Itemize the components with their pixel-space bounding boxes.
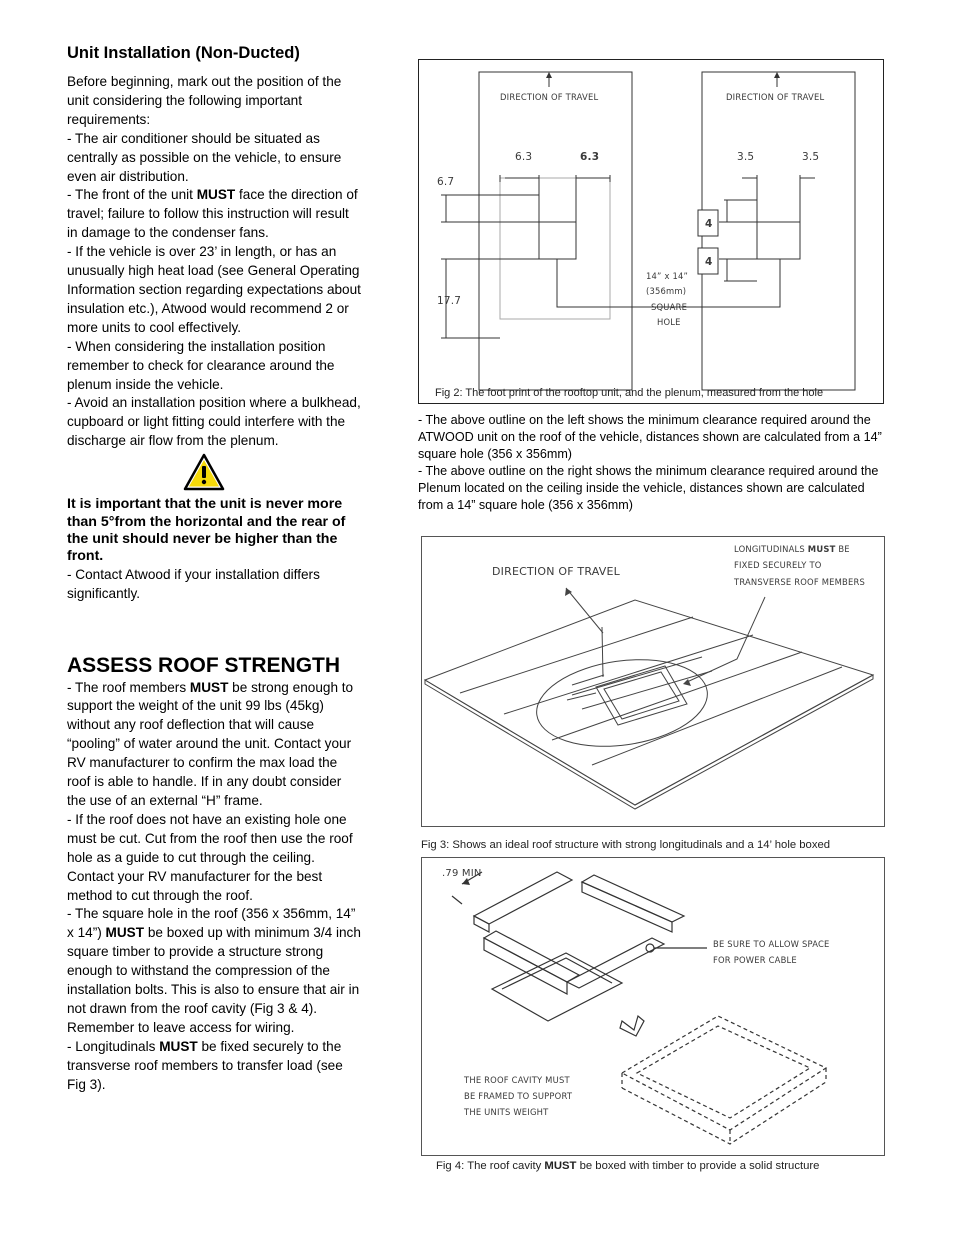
fig2-notes (418, 412, 888, 514)
fig3-caption-wrap (421, 834, 883, 854)
fig3-longitudinals-line2: FIXED SECURELY TO (734, 560, 822, 570)
requirement-direction-pre: - The front of the unit (67, 187, 197, 203)
fig2-dim-63-right: 6.3 (580, 151, 600, 163)
requirement-direction-must: MUST (196, 187, 236, 203)
figure-2-drawing (419, 60, 883, 403)
fig2-hole-line2: (356mm) (646, 286, 687, 296)
figure-4-roof-cavity (421, 857, 885, 1156)
requirement-clearance: - When considering the installation position remember to check for clearance around the plenum inside the vehicle. (67, 338, 335, 392)
contact-atwood-text: - Contact Atwood if your installation differs significantly. (67, 566, 320, 601)
requirement-length: - If the vehicle is over 23’ in length, or has an unusually high heat load (see General Operating Information section regarding expectations about insulation etc.), Atwood would recommend 2 or more units to cool effectively. (67, 244, 361, 335)
figure-3-roof-structure (421, 536, 885, 827)
fig2-note-left: - The above outline on the left shows the minimum clearance required around the ATWOOD unit on the roof of the vehicle, distances shown are calculated from a 14” square hole (356 x 356mm) (418, 413, 882, 461)
fig4-cavity-line2: BE FRAMED TO SUPPORT (464, 1091, 573, 1101)
square-hole-pre: - The square hole in the roof (356 x 356mm, 14” x 14”) (67, 906, 356, 941)
fig4-space-line1: BE SURE TO ALLOW SPACE (713, 939, 830, 949)
fig4-caption-wrap (436, 1155, 876, 1173)
fig2-direction-left: DIRECTION OF TRAVEL (500, 92, 599, 102)
fig2-hole-line1: 14” x 14” (646, 271, 689, 281)
fig4-caption (436, 1160, 819, 1172)
roof-members-must: MUST (189, 679, 229, 695)
fig4-caption-post: be boxed with timber to provide a solid structure (576, 1160, 820, 1172)
longitudinals-must: MUST (159, 1038, 198, 1054)
fig4-caption-pre: Fig 4: The roof cavity (436, 1160, 545, 1172)
fig2-caption: Fig 2: The foot print of the rooftop unit, and the plenum, measured from the hole (435, 387, 824, 399)
fig4-cavity-line3: THE UNITS WEIGHT (464, 1107, 549, 1117)
figure-3-drawing (422, 537, 884, 826)
fig2-dim-67: 6.7 (437, 176, 455, 188)
section-heading-roof-strength: ASSESS ROOF STRENGTH (67, 653, 341, 677)
fig3-direction: DIRECTION OF TRAVEL (492, 565, 620, 578)
square-hole-text (67, 905, 362, 1037)
fig3-long-must: MUST (807, 544, 836, 554)
longitudinals-post: be fixed securely to the transverse roof members to transfer load (see Fig 3). (67, 1038, 343, 1092)
fig3-longitudinals-line1 (734, 544, 850, 554)
fig2-note-right: - The above outline on the right shows the minimum clearance required around the Plenum located on the ceiling inside the vehicle, distances shown are calculated from a 14” square hole (356 x 356mm) (418, 464, 879, 512)
section-heading-installation: Unit Installation (Non-Ducted) (67, 44, 300, 62)
roof-members-text (67, 679, 362, 811)
figure-4-drawing (422, 858, 884, 1155)
square-hole-post: be boxed up with minimum 3/4 inch square timber to provide a structure strong enough to withstand the compression of the installation bolts. This is also to ensure that air in not drawn from the roof cavity (Fig 3 & 4). Remember to leave access for wiring. (67, 925, 361, 1035)
longitudinals-pre: - Longitudinals (67, 1038, 160, 1054)
fig2-dim-177: 17.7 (437, 295, 462, 307)
left-column (67, 44, 362, 1095)
fig2-dim-35-left: 3.5 (737, 151, 755, 163)
fig2-dim-4-bottom: 4 (705, 256, 713, 268)
roof-members-post: be strong enough to support the weight of the unit 99 lbs (45kg) without any roof deflection that will cause “pooling” of water around the unit. Contact your RV manufacturer to confirm the max load the roof is able to handle. If in any doubt consider the use of an external “H” frame. (67, 679, 354, 808)
square-hole-must: MUST (105, 925, 145, 941)
fig3-caption: Fig 3: Shows an ideal roof structure with strong longitudinals and a 14’ hole boxed (421, 839, 831, 851)
fig2-dim-63-left: 6.3 (515, 151, 533, 163)
requirement-central: - The air conditioner should be situated as centrally as possible on the vehicle, to ensure even air distribution. (67, 130, 342, 184)
requirement-airflow: - Avoid an installation position where a bulkhead, cupboard or light fitting could interfere with the discharge air flow from the plenum. (67, 395, 361, 449)
requirement-direction-post: face the direction of travel; failure to follow this instruction will result in damage to the condenser fans. (67, 187, 358, 241)
figure-2-footprint (418, 59, 884, 404)
intro-text: Before beginning, mark out the position of the unit considering the following important requirements: (67, 74, 342, 127)
warning-triangle-icon (183, 453, 225, 491)
fig4-space-line2: FOR POWER CABLE (713, 955, 797, 965)
fig3-longitudinals-line3: TRANSVERSE ROOF MEMBERS (734, 577, 866, 587)
fig2-direction-right: DIRECTION OF TRAVEL (726, 92, 825, 102)
fig3-long-post: BE (835, 544, 850, 554)
fig2-hole-line3: SQUARE (651, 302, 688, 312)
longitudinals-text (67, 1038, 362, 1095)
fig4-cavity-line1: THE ROOF CAVITY MUST (464, 1075, 570, 1085)
fig4-caption-must: MUST (544, 1160, 577, 1172)
fig2-dim-35-right: 3.5 (802, 151, 820, 163)
fig2-hole-line4: HOLE (657, 317, 681, 327)
fig4-min-label: .79 MIN (442, 868, 482, 879)
roof-hole-text: - If the roof does not have an existing hole one must be cut. Cut from the roof then use the roof hole as a guide to cut through the ceiling. Contact your RV manufacturer for the best method to cut through the roof. (67, 811, 353, 903)
requirement-direction (67, 186, 362, 243)
fig2-dim-4-top: 4 (705, 218, 713, 230)
horizontal-warning: It is important that the unit is never more than 5°from the horizontal and the rear of the unit should never be higher than the front. (67, 496, 346, 565)
roof-members-pre: - The roof members (67, 679, 190, 695)
fig3-long-pre: LONGITUDINALS (734, 544, 808, 554)
